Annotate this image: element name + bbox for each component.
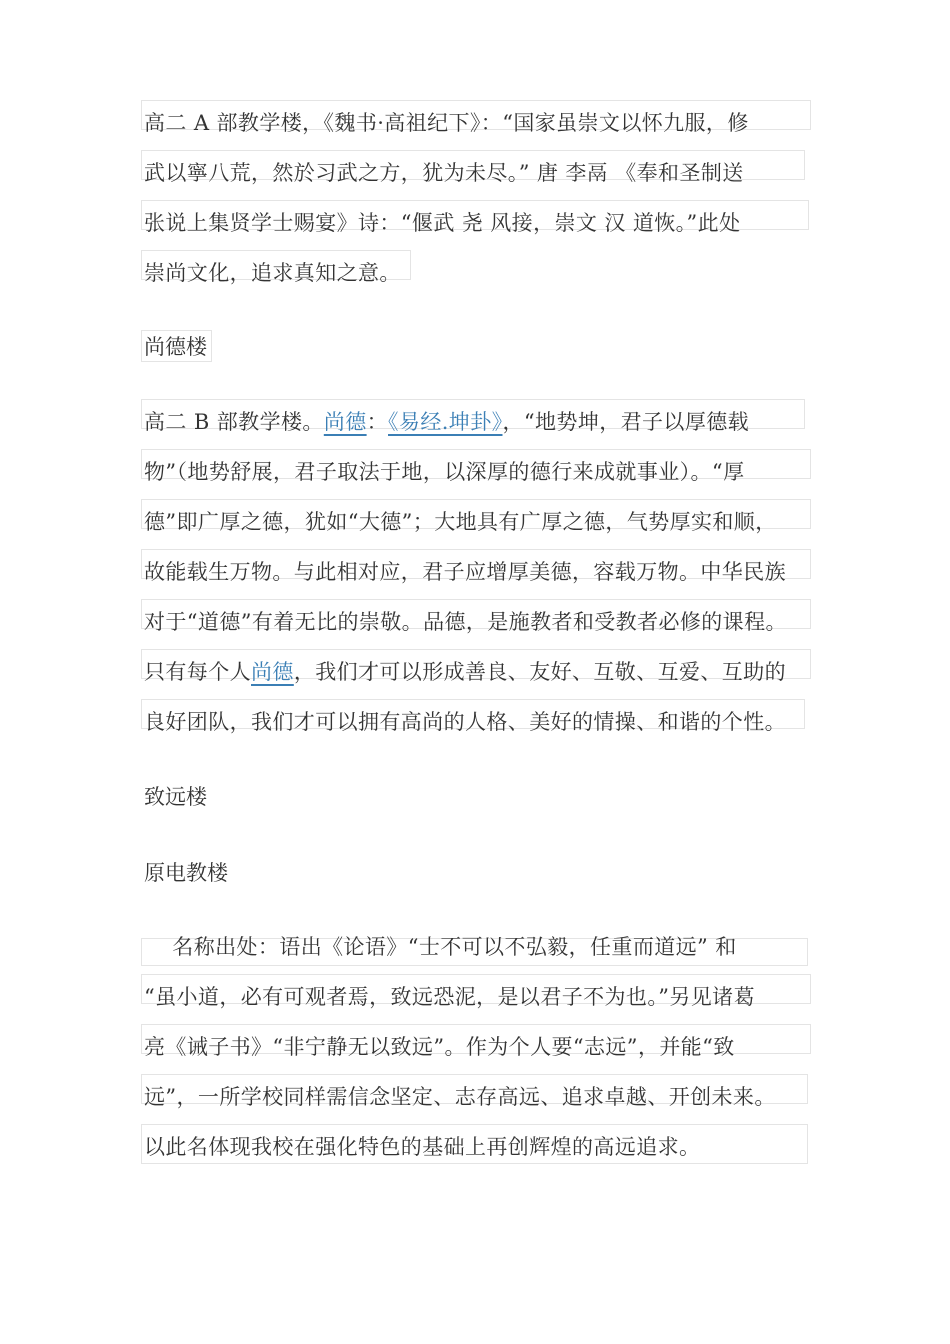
- link-yijing-kungua[interactable]: 《易经.坤卦》: [388, 410, 503, 434]
- section-subheading-zhiyuan: 原电教楼: [144, 861, 228, 885]
- section-heading-shangde: 尚德楼: [144, 334, 207, 360]
- document-page: 高二 A 部教学楼，《魏书·高祖纪下》：“国家虽崇文以怀九服，修 武以寧八荒，然於习武之方，犹为未尽。” 唐 李鬲 《奉和圣制送 张说上集贤学士赐宴》诗：“偃武 尧 风接，崇文 汉 道恢。”此处 崇尚文化，追求真知之意。 尚德楼 高二 B 部教学楼。尚德：《易经.坤卦》，“地势坤，君子以厚德载 物”（地势舒展，君子取法于地，以深厚的德行来成就事业）。“厚 德”即广厚之德，犹如“大德”；大地具有广厚之德，气势厚实和顺， 故能载生万物。与此相对应，君子应增厚美德，容载万物。中华民族 对于“道德”有着无比的崇敬。品德，是施教者和受教者必修的课程。 只有每个人尚德，我们才可以形成善良、友好、互敬、互爱、互助的 良好团队，我们才可以拥有高尚的人格、美好的情操、和谐的个性。 致远楼 原电教楼 名称出处：语出《论语》“士不可以不弘毅，任重而道远” 和 “虽小道，必有可观者焉，致远恐泥，是以君子不为也。”另见诸葛 亮《诫子书》“非宁静无以致远”。作为个人要“志远”，并能“致 远”，一所学校同样需信念坚定、志存高远、追求卓越、开创未来。 以此名体现我校在强化特色的基础上再创辉煌的高远追求。: [0, 0, 950, 1344]
- link-shangde[interactable]: 尚德: [323, 410, 367, 434]
- link-shangde-2[interactable]: 尚德: [251, 660, 294, 684]
- section-heading-zhiyuan: 致远楼: [144, 785, 207, 809]
